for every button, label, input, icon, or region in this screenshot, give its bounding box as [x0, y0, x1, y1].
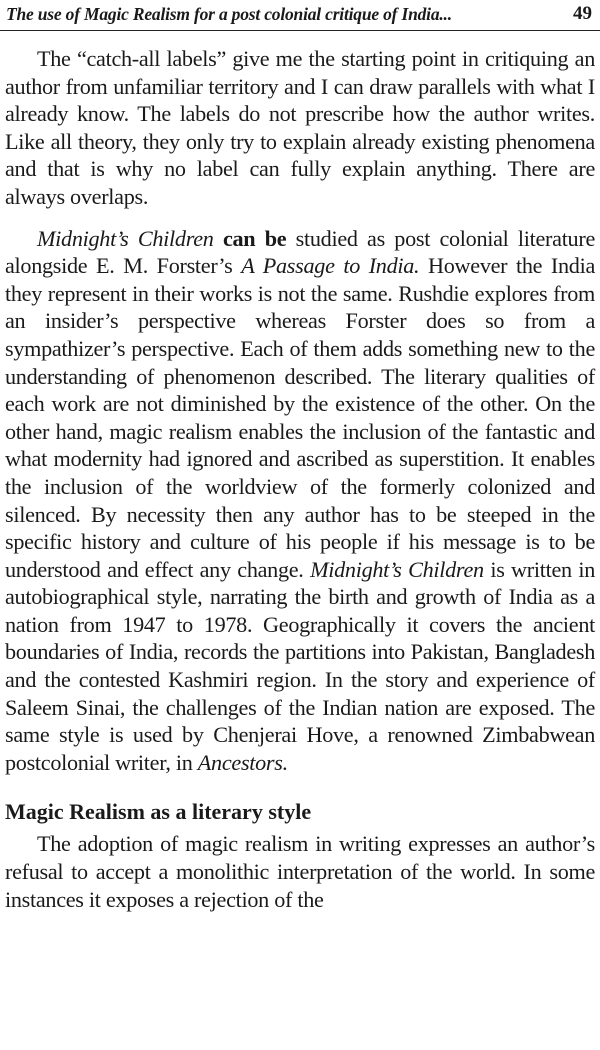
paragraph-labels	[5, 45, 595, 211]
page-number: 49	[573, 3, 592, 24]
paragraph-text: is written in autobiographical style, narrating the birth and growth of India as a nation from 1947 to 1978. Geographically it covers the ancient boundaries of India, records the partitions into Pakistan, Bangladesh and the contested Kashmiri region. In the story and experience of Saleem Sinai, the challenges of the Indian nation are exposed. The same style is used by Chenjerai Hove, a renowned Zimbabwean postcolonial writer, in	[5, 556, 595, 775]
running-header	[0, 0, 600, 31]
paragraph-gap	[5, 211, 595, 225]
bold-text: can be	[213, 225, 287, 251]
paragraph-text: However the India they represent in their works is not the same. Rushdie explores from an insider’s perspective whereas Forster does so from a sympathizer’s perspective. Each of them adds something new to the understanding of phenomenon described. The literary qualities of each work are not diminished by the existence of the other. On the other hand, magic realism enables the inclusion of the fantastic and what modernity had ignored and ascribed as superstition. It enables the inclusion of the worldview of the formerly colonized and silenced. By necessity then any author has to be steeped in the specific history and culture of his people if his message is to be understood and effect any change.	[5, 253, 595, 582]
book-title-passage-to-india: A Passage to India.	[241, 253, 420, 279]
paragraph-text: The adoption of magic realism in writing expresses an author’s refusal to accept a monolithic interpretation of the world. In some instances it exposes a rejection of the	[5, 831, 595, 912]
paragraph-text: The “catch-all labels” give me the starting point in critiquing an author from unfamiliar territory and I can draw parallels with what I already know. The labels do not prescribe how the author writes. Like all theory, they only try to explain already existing phenomena and that is why no label can fully explain anything. There are always overlaps.	[5, 46, 595, 209]
book-title-ancestors: Ancestors.	[197, 749, 288, 775]
page-body	[5, 45, 595, 913]
section-heading: Magic Realism as a literary style	[5, 799, 312, 825]
paragraph-adoption	[5, 830, 595, 913]
paragraph-text: studied as post colonial literature alongside E. M. Forster’s	[5, 225, 595, 279]
paragraph-midnights-children	[5, 225, 595, 777]
running-title: The use of Magic Realism for a post colonial critique of India...	[6, 4, 452, 24]
book-title-midnights-children: Midnight’s Children	[37, 225, 214, 251]
book-title-midnights-children: Midnight’s Children	[310, 556, 484, 582]
